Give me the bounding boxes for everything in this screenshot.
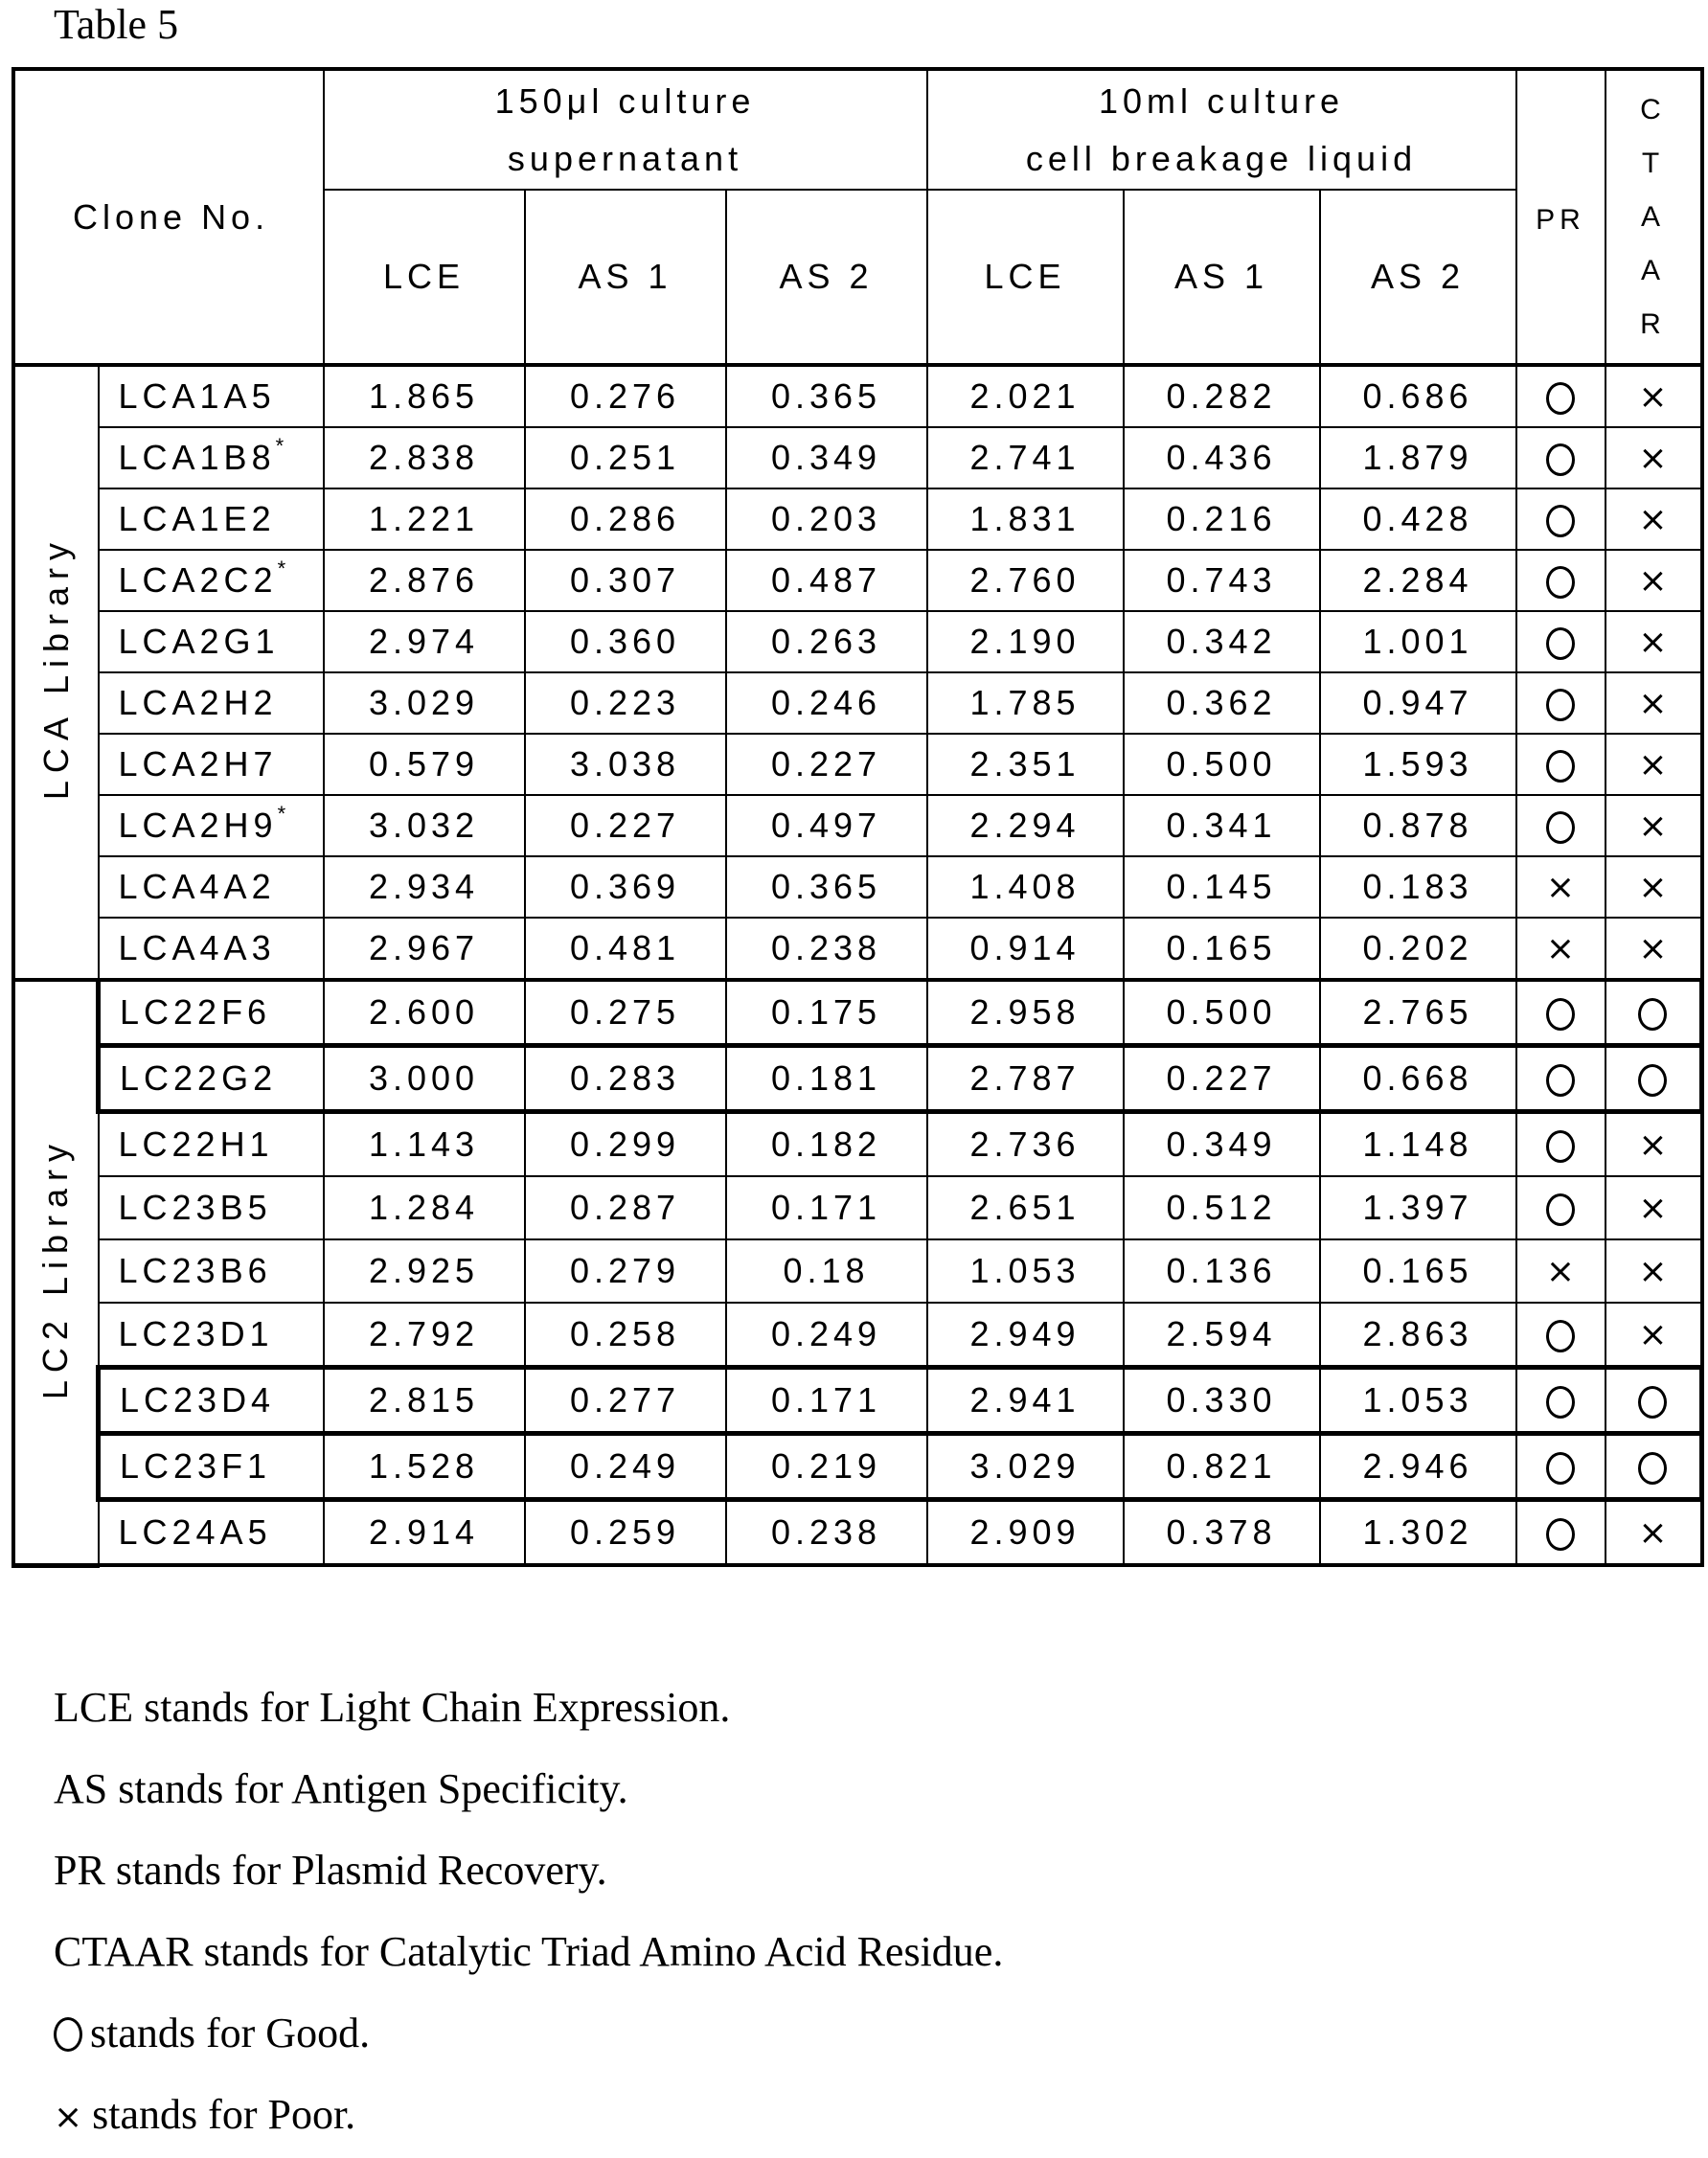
sup-as2-cell: 0.246 [726,672,927,734]
cross-icon: × [1638,500,1668,539]
ctaar-cell [1606,918,1702,980]
library-label-text: LCA Library [35,535,76,801]
cell-as2-header: AS 2 [1320,190,1516,365]
sup-as2-cell: 0.349 [726,427,927,488]
circle-icon [1546,1193,1575,1226]
cell-as1-cell: 0.743 [1124,550,1320,611]
table-row [13,734,1702,795]
cell-as2-cell: 0.947 [1320,672,1516,734]
clone-cell [99,1176,324,1239]
clone-cell [99,365,324,427]
cross-icon: × [1638,1315,1668,1354]
cell-lce-cell: 2.651 [927,1176,1124,1239]
ctaar-cell [1606,1176,1702,1239]
pr-cell [1516,1176,1606,1239]
sup-lce-cell: 2.967 [324,918,525,980]
circle-icon [1546,382,1575,415]
sup-as2-cell: 0.182 [726,1112,927,1177]
cell-lce-cell: 1.785 [927,672,1124,734]
sup-as2-header: AS 2 [726,190,927,365]
table-row [13,1046,1702,1112]
cell-as2-cell: 1.001 [1320,611,1516,672]
clone-cell [99,672,324,734]
pr-cell [1516,550,1606,611]
pr-cell [1516,1368,1606,1434]
clone-id: LCA2G1 [118,622,280,661]
clone-id: LC23B5 [118,1188,272,1227]
cell-lce-cell: 2.021 [927,365,1124,427]
pr-cell [1516,1046,1606,1112]
circle-icon [1546,1518,1575,1551]
footnote-text: stands for Good. [90,2010,371,2056]
circle-icon [1546,627,1575,660]
table-row [13,427,1702,488]
sup-lce-cell: 2.876 [324,550,525,611]
sup-as1-cell: 0.481 [525,918,726,980]
cell-as1-cell: 0.362 [1124,672,1320,734]
table-row [13,1112,1702,1177]
footnote-text: LCE stands for Light Chain Expression. [54,1684,731,1731]
pr-cell [1516,427,1606,488]
ctaar-cell [1606,1112,1702,1177]
sup-as2-cell: 0.175 [726,980,927,1046]
cell-lce-cell: 2.741 [927,427,1124,488]
sup-lce-cell: 0.579 [324,734,525,795]
pr-cell [1516,488,1606,550]
circle-icon [1546,1320,1575,1352]
sup-lce-cell: 2.914 [324,1500,525,1566]
clone-cell [99,795,324,856]
footnote-line [54,1829,1003,1911]
sup-lce-cell: 2.792 [324,1303,525,1368]
ctaar-cell [1606,1368,1702,1434]
cell-lce-cell: 2.787 [927,1046,1124,1112]
table-row [13,1500,1702,1566]
sup-lce-header: LCE [324,190,525,365]
circle-icon [1638,1386,1667,1419]
ctaar-letter: R [1640,307,1666,340]
cell-lce-header: LCE [927,190,1124,365]
clone-id: LCA2H9 [118,806,278,845]
cell-as1-cell: 0.500 [1124,980,1320,1046]
sup-as2-cell: 0.171 [726,1368,927,1434]
clone-asterisk: * [275,434,285,458]
sup-as1-cell: 0.286 [525,488,726,550]
sup-as2-cell: 0.219 [726,1434,927,1500]
sup-as1-cell: 0.279 [525,1239,726,1303]
clone-asterisk: * [277,802,286,826]
footnote-text: CTAAR stands for Catalytic Triad Amino Acid Residue. [54,1928,1004,1975]
sup-as2-cell: 0.238 [726,1500,927,1566]
sup-as2-cell: 0.365 [726,365,927,427]
pr-cell [1516,1434,1606,1500]
cell-as1-cell: 0.341 [1124,795,1320,856]
sup-as1-cell: 0.307 [525,550,726,611]
results-table [11,67,1704,1568]
cell-lce-cell: 2.949 [927,1303,1124,1368]
cell-as2-cell: 0.686 [1320,365,1516,427]
cell-as1-cell: 0.216 [1124,488,1320,550]
cell-lce-cell: 2.190 [927,611,1124,672]
pr-cell [1516,980,1606,1046]
sup-lce-cell: 2.838 [324,427,525,488]
cross-icon: × [1638,1189,1668,1228]
cross-icon: × [1638,561,1668,601]
clone-id: LCA4A3 [118,928,276,967]
pr-cell [1516,1500,1606,1566]
circle-icon [1546,566,1575,599]
cross-icon: × [1638,623,1668,662]
sup-as2-cell: 0.238 [726,918,927,980]
cross-icon: × [1638,745,1668,784]
ctaar-cell [1606,365,1702,427]
cell-as1-cell: 0.349 [1124,1112,1320,1177]
footnote-line [54,1748,1003,1829]
circle-icon [1638,1064,1667,1097]
clone-cell [99,427,324,488]
table-title: Table 5 [54,1,179,48]
cell-as2-cell: 1.148 [1320,1112,1516,1177]
cell-as2-cell: 2.284 [1320,550,1516,611]
sup-as1-cell: 0.360 [525,611,726,672]
cell-lce-cell: 2.294 [927,795,1124,856]
supernatant-header-line2: supernatant [507,138,743,178]
sup-as1-cell: 0.283 [525,1046,726,1112]
clone-cell [99,856,324,918]
clone-id: LCA4A2 [118,867,276,906]
sup-lce-cell: 1.865 [324,365,525,427]
cell-as1-cell: 0.136 [1124,1239,1320,1303]
footnote-text: PR stands for Plasmid Recovery. [54,1847,607,1894]
circle-icon [54,2017,82,2052]
sup-lce-cell: 1.284 [324,1176,525,1239]
cell-as1-cell: 0.512 [1124,1176,1320,1239]
cell-as2-cell: 2.863 [1320,1303,1516,1368]
sup-as1-cell: 0.276 [525,365,726,427]
cross-icon: × [1545,1252,1576,1291]
sup-as2-cell: 0.263 [726,611,927,672]
circle-icon [1546,443,1575,476]
sup-lce-cell: 2.600 [324,980,525,1046]
sup-as1-cell: 3.038 [525,734,726,795]
pr-cell [1516,611,1606,672]
clone-id: LC23F1 [120,1446,272,1486]
cell-as1-cell: 0.821 [1124,1434,1320,1500]
sup-as2-cell: 0.203 [726,488,927,550]
clone-cell [99,734,324,795]
ctaar-letter: A [1640,200,1665,233]
footnote-line [54,2074,1003,2155]
circle-icon [1546,1386,1575,1419]
cross-icon: × [1545,868,1576,907]
cross-icon: × [1638,868,1668,907]
ctaar-header [1606,69,1702,365]
sup-as2-cell: 0.497 [726,795,927,856]
footnote-line [54,1667,1003,1748]
cell-as2-cell: 1.302 [1320,1500,1516,1566]
cell-as1-cell: 0.500 [1124,734,1320,795]
cell-lce-cell: 2.958 [927,980,1124,1046]
table-body [13,365,1702,1565]
table-row [13,488,1702,550]
library-label-text: LC2 Library [35,1136,75,1399]
cell-as1-header: AS 1 [1124,190,1320,365]
cell-as1-cell: 0.330 [1124,1368,1320,1434]
ctaar-cell [1606,1500,1702,1566]
sup-as1-cell: 0.249 [525,1434,726,1500]
cell-as2-cell: 0.183 [1320,856,1516,918]
ctaar-cell [1606,1434,1702,1500]
ctaar-cell [1606,427,1702,488]
cell-breakage-header-line1: 10ml culture [1098,80,1345,121]
ctaar-letter: C [1640,93,1666,125]
clone-cell [99,980,324,1046]
clone-id: LC24A5 [118,1512,272,1552]
library-group-label [13,980,99,1565]
pr-header [1516,69,1606,365]
pr-cell [1516,918,1606,980]
cell-as1-cell: 0.282 [1124,365,1320,427]
ctaar-cell [1606,980,1702,1046]
clone-id: LCA2H2 [118,683,278,722]
clone-cell [99,1303,324,1368]
clone-cell [99,1500,324,1566]
cell-lce-cell: 2.736 [927,1112,1124,1177]
sup-lce-cell: 1.143 [324,1112,525,1177]
ctaar-cell [1606,1239,1702,1303]
cell-as2-cell: 0.165 [1320,1239,1516,1303]
pr-cell [1516,1112,1606,1177]
cross-icon: × [1638,377,1668,417]
sup-as2-cell: 0.365 [726,856,927,918]
clone-cell [99,1434,324,1500]
sup-lce-cell: 3.032 [324,795,525,856]
cross-icon: × [1545,929,1576,968]
circle-icon [1546,689,1575,721]
pr-cell [1516,1239,1606,1303]
cross-icon: × [1638,1125,1668,1165]
sup-as1-cell: 0.227 [525,795,726,856]
cell-as1-cell: 0.378 [1124,1500,1320,1566]
cell-as2-cell: 0.428 [1320,488,1516,550]
table-row [13,856,1702,918]
sup-as2-cell: 0.487 [726,550,927,611]
clone-id: LC22H1 [118,1124,274,1164]
circle-icon [1546,1452,1575,1485]
table-row [13,1239,1702,1303]
cross-icon: × [1638,1252,1668,1291]
table-row [13,918,1702,980]
cell-lce-cell: 2.909 [927,1500,1124,1566]
clone-id: LCA2C2 [118,560,278,600]
cross-icon: × [1638,929,1668,968]
footnote-line [54,1911,1003,1992]
circle-icon [1546,750,1575,783]
cell-lce-cell: 1.053 [927,1239,1124,1303]
pr-cell [1516,734,1606,795]
clone-cell [99,1046,324,1112]
clone-id: LCA1A5 [118,376,276,416]
sup-as1-cell: 0.275 [525,980,726,1046]
ctaar-letter: A [1640,254,1665,286]
sup-as1-cell: 0.223 [525,672,726,734]
cell-as1-cell: 0.436 [1124,427,1320,488]
table-row [13,1176,1702,1239]
cell-as2-cell: 2.946 [1320,1434,1516,1500]
clone-cell [99,550,324,611]
pr-cell [1516,365,1606,427]
clone-asterisk: * [277,557,286,580]
cell-lce-cell: 3.029 [927,1434,1124,1500]
footnote-text: stands for Poor. [92,2091,356,2138]
clone-cell [99,1239,324,1303]
table-row [13,672,1702,734]
table-row [13,795,1702,856]
sup-as2-cell: 0.171 [726,1176,927,1239]
cell-lce-cell: 1.408 [927,856,1124,918]
cell-breakage-header-line2: cell breakage liquid [1025,138,1418,178]
cell-as2-cell: 1.053 [1320,1368,1516,1434]
sup-lce-cell: 1.221 [324,488,525,550]
cell-as2-cell: 1.879 [1320,427,1516,488]
sup-lce-cell: 3.000 [324,1046,525,1112]
table-row [13,550,1702,611]
pr-cell [1516,1303,1606,1368]
footnotes [54,1667,1003,2155]
cell-as2-cell: 0.668 [1320,1046,1516,1112]
clone-cell [99,1112,324,1177]
pr-header-label: PR [1536,203,1585,236]
sup-lce-cell: 1.528 [324,1434,525,1500]
table-row [13,980,1702,1046]
cross-icon: × [1638,439,1668,478]
sup-as1-cell: 0.369 [525,856,726,918]
sup-as1-cell: 0.259 [525,1500,726,1566]
ctaar-letter: T [1641,147,1665,179]
ctaar-cell [1606,795,1702,856]
table-row [13,1303,1702,1368]
ctaar-cell [1606,1303,1702,1368]
clone-id: LC22F6 [120,992,272,1032]
sup-lce-cell: 2.974 [324,611,525,672]
clone-id: LCA1B8 [118,438,276,477]
pr-cell [1516,672,1606,734]
clone-id: LC23B6 [118,1251,272,1290]
clone-id: LCA2H7 [118,744,278,784]
supernatant-group-header [324,69,927,190]
ctaar-cell [1606,488,1702,550]
sup-as2-cell: 0.227 [726,734,927,795]
sup-as1-header: AS 1 [525,190,726,365]
cell-lce-cell: 2.351 [927,734,1124,795]
sup-as1-cell: 0.251 [525,427,726,488]
cell-as2-cell: 0.878 [1320,795,1516,856]
footnote-text: AS stands for Antigen Specificity. [54,1765,628,1812]
cell-lce-cell: 2.941 [927,1368,1124,1434]
sup-as2-cell: 0.249 [726,1303,927,1368]
cell-lce-cell: 1.831 [927,488,1124,550]
circle-icon [1546,1130,1575,1163]
clone-cell [99,488,324,550]
circle-icon [1638,1452,1667,1485]
table-row [13,611,1702,672]
pr-cell [1516,856,1606,918]
sup-lce-cell: 2.925 [324,1239,525,1303]
supernatant-header-line1: 150μl culture [494,80,756,121]
cross-icon: × [1638,1513,1668,1553]
cell-lce-cell: 2.760 [927,550,1124,611]
sup-as1-cell: 0.299 [525,1112,726,1177]
cell-as1-cell: 0.165 [1124,918,1320,980]
cell-as1-cell: 0.145 [1124,856,1320,918]
circle-icon [1546,998,1575,1031]
sup-as1-cell: 0.287 [525,1176,726,1239]
sup-lce-cell: 3.029 [324,672,525,734]
clone-cell [99,918,324,980]
cell-as1-cell: 2.594 [1124,1303,1320,1368]
circle-icon [1546,505,1575,537]
cross-icon: × [1638,806,1668,846]
cell-as2-cell: 2.765 [1320,980,1516,1046]
clone-id: LCA1E2 [118,499,276,538]
sup-as2-cell: 0.18 [726,1239,927,1303]
sup-lce-cell: 2.934 [324,856,525,918]
table-row [13,365,1702,427]
circle-icon [1546,811,1575,844]
sup-as1-cell: 0.258 [525,1303,726,1368]
library-group-label [13,365,99,980]
ctaar-cell [1606,672,1702,734]
cross-icon: × [54,2098,83,2137]
table-row [13,1434,1702,1500]
header-row-groups [13,69,1702,190]
cross-icon: × [1638,684,1668,723]
sup-as1-cell: 0.277 [525,1368,726,1434]
sup-as2-cell: 0.181 [726,1046,927,1112]
clone-no-header: Clone No. [13,69,324,365]
cell-as1-cell: 0.342 [1124,611,1320,672]
circle-icon [1638,998,1667,1031]
clone-cell [99,611,324,672]
ctaar-cell [1606,856,1702,918]
table-row [13,1368,1702,1434]
ctaar-cell [1606,734,1702,795]
clone-id: LC23D1 [118,1314,274,1353]
cell-as2-cell: 1.397 [1320,1176,1516,1239]
cell-as2-cell: 0.202 [1320,918,1516,980]
clone-cell [99,1368,324,1434]
cell-lce-cell: 0.914 [927,918,1124,980]
clone-id: LC22G2 [120,1058,278,1098]
pr-cell [1516,795,1606,856]
ctaar-cell [1606,1046,1702,1112]
ctaar-cell [1606,550,1702,611]
footnote-line [54,1992,1003,2074]
cell-as1-cell: 0.227 [1124,1046,1320,1112]
cell-breakage-group-header [927,69,1516,190]
circle-icon [1546,1064,1575,1097]
cell-as2-cell: 1.593 [1320,734,1516,795]
clone-id: LC23D4 [120,1380,276,1420]
ctaar-cell [1606,611,1702,672]
sup-lce-cell: 2.815 [324,1368,525,1434]
